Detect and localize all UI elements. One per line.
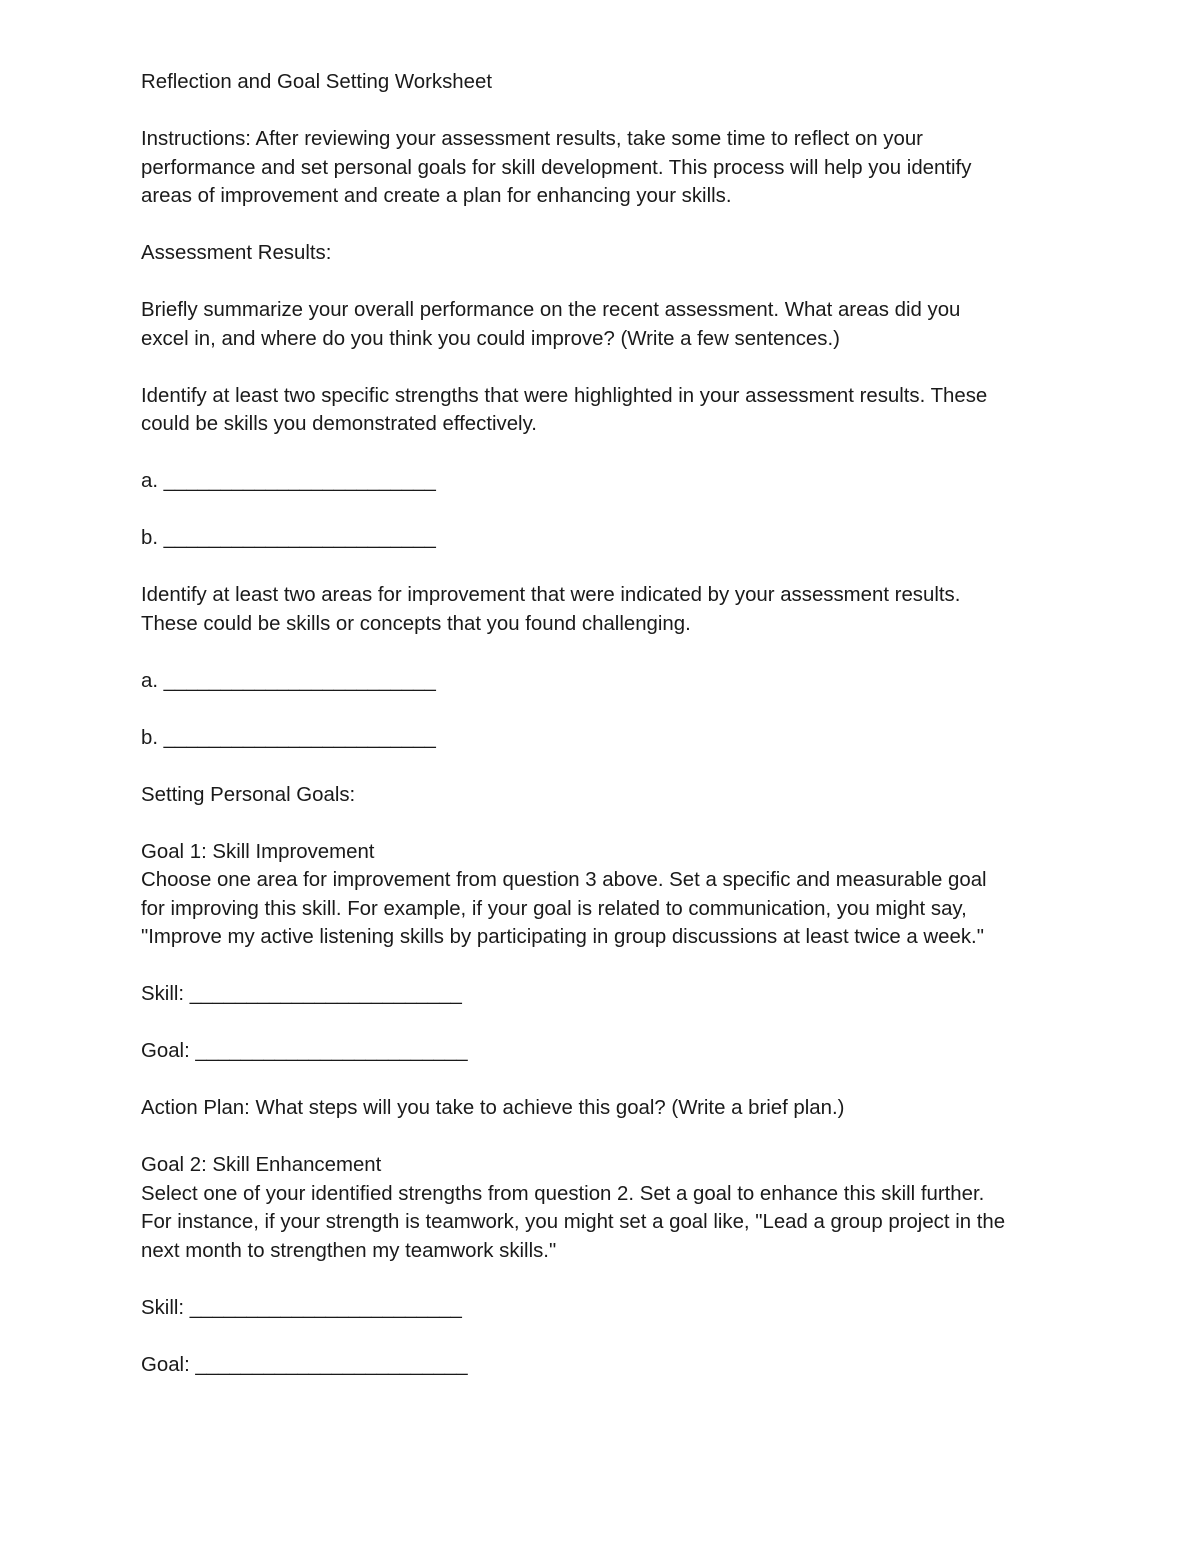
goal2-title: Goal 2: Skill Enhancement <box>141 1154 382 1176</box>
spacer <box>141 1009 1101 1038</box>
spacer <box>141 952 1101 981</box>
spacer <box>141 268 1101 297</box>
instructions-paragraph <box>141 125 1101 211</box>
improvement-prompt-line: These could be skills or concepts that you found challenging. <box>141 612 691 635</box>
goal1-description-line: for improving this skill. For example, if your goal is related to communication, you might say, <box>141 897 967 920</box>
spacer <box>141 553 1101 582</box>
strengths-prompt <box>141 382 1101 439</box>
strength-b-blank[interactable]: b. ________________________ <box>141 527 436 549</box>
instructions-line: areas of improvement and create a plan for enhancing your skills. <box>141 185 732 207</box>
goal2-skill-blank[interactable]: Skill: ________________________ <box>141 1296 462 1319</box>
goal1-title: Goal 1: Skill Improvement <box>141 840 375 863</box>
spacer <box>141 809 1101 838</box>
summary-prompt-line: Briefly summarize your overall performance on the recent assessment. What areas did you <box>141 299 961 321</box>
assessment-heading: Assessment Results: <box>141 242 332 264</box>
strengths-prompt-line: Identify at least two specific strengths that were highlighted in your assessment results. These <box>141 384 988 407</box>
goal1-action-plan: Action Plan: What steps will you take to achieve this goal? (Write a brief plan.) <box>141 1097 845 1119</box>
improvement-b-blank[interactable]: b. ________________________ <box>141 726 436 749</box>
goal1-section <box>141 838 1101 1123</box>
worksheet-page <box>141 68 1101 1379</box>
goal2-goal-blank[interactable]: Goal: ________________________ <box>141 1353 468 1376</box>
spacer <box>141 496 1101 525</box>
spacer <box>141 695 1101 724</box>
improvement-a-blank[interactable]: a. ________________________ <box>141 669 436 692</box>
spacer <box>141 439 1101 468</box>
goal1-description-line: Choose one area for improvement from question 3 above. Set a specific and measurable goal <box>141 869 987 891</box>
goal2-description-line: For instance, if your strength is teamwork, you might set a goal like, "Lead a group project in the <box>141 1211 1006 1233</box>
spacer <box>141 752 1101 781</box>
spacer <box>141 211 1101 240</box>
spacer <box>141 638 1101 667</box>
strengths-prompt-line: could be skills you demonstrated effectively. <box>141 413 537 435</box>
summary-prompt-line: excel in, and where do you think you could improve? (Write a few sentences.) <box>141 327 840 350</box>
goal2-section <box>141 1151 1101 1379</box>
spacer <box>141 97 1101 126</box>
instructions-line: performance and set personal goals for skill development. This process will help you identify <box>141 156 972 179</box>
goals-heading: Setting Personal Goals: <box>141 783 356 806</box>
goal1-description-line: "Improve my active listening skills by participating in group discussions at least twice a week." <box>141 926 984 948</box>
worksheet-title: Reflection and Goal Setting Worksheet <box>141 71 492 93</box>
improvement-prompt-line: Identify at least two areas for improvement that were indicated by your assessment results. <box>141 584 961 606</box>
spacer <box>141 1066 1101 1095</box>
goal1-skill-blank[interactable]: Skill: ________________________ <box>141 983 462 1005</box>
spacer <box>141 1322 1101 1351</box>
goal2-description-line: Select one of your identified strengths from question 2. Set a goal to enhance this skill further. <box>141 1182 985 1205</box>
improvement-prompt <box>141 581 1101 638</box>
strength-a-blank[interactable]: a. ________________________ <box>141 470 436 492</box>
goal2-description-line: next month to strengthen my teamwork skills." <box>141 1239 557 1262</box>
summary-prompt <box>141 296 1101 353</box>
spacer <box>141 353 1101 382</box>
spacer <box>141 1123 1101 1152</box>
instructions-line: Instructions: After reviewing your assessment results, take some time to reflect on your <box>141 128 923 150</box>
goal1-goal-blank[interactable]: Goal: ________________________ <box>141 1040 468 1062</box>
spacer <box>141 1265 1101 1294</box>
